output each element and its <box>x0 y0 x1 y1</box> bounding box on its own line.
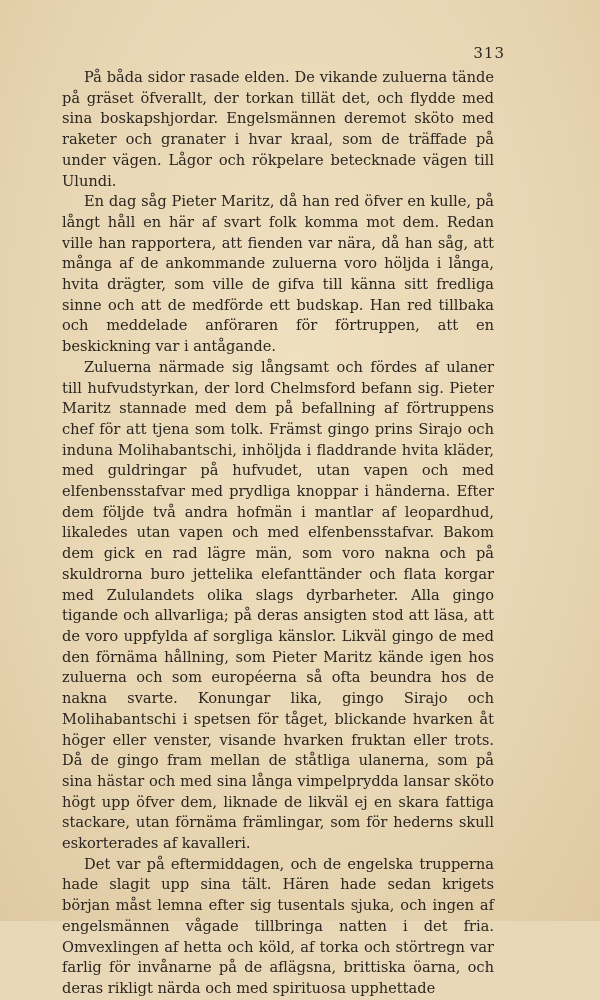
body-text <box>62 68 494 1000</box>
paragraph: Zuluerna närmade sig långsamt och fördes af ulaner till hufvudstyrkan, der lord Chelmsford befann sig. Pieter Maritz stannade med dem på befallning af förtruppens chef för att tjena som tolk. Främst gingo prins Sirajo och induna Molihabantschi, inhöljda i fladdrande hvita kläder, med guldringar på hufvudet, utan vapen och med elfenbensstafvar med prydliga knoppar i händerna. Efter dem följde två andra hofmän i mantlar af leopardhud, likaledes utan vapen och med elfenbensstafvar. Bakom dem gick en rad lägre män, som voro nakna och på skuldrorna buro jettelika elefanttänder och flata korgar med Zululandets olika slags dyrbarheter. Alla gingo tigande och allvarliga; på deras ansigten stod att läsa, att de voro uppfylda af sorgliga känslor. Likväl gingo de med den förnäma hållning, som Pieter Maritz kände igen hos zuluerna och som européerna så ofta beundra hos de nakna svarte. Konungar lika, gingo Sirajo och Molihabantschi i spetsen för tåget, blickande hvarken åt höger eller venster, visande hvarken fruktan eller trots. Då de gingo fram mellan de ståtliga ulanerna, som på sina hästar och med sina långa vimpelprydda lansar sköto högt upp öfver dem, liknade de likväl ej en skara fattiga stackare, utan förnäma främlingar, som för hederns skull eskorterades af kavalleri. <box>62 358 494 853</box>
paragraph: Det var på eftermiddagen, och de engelska trupperna hade slagit upp sina tält. Hären hade sedan krigets början måst lemna efter sig tusentals sjuka, och ingen af engelsmännen vågade tillbringa natten i det fria. Omvexlingen af hetta och köld, af torka och störtregn var farlig för invånarne på de aflägsna, brittiska öarna, och deras rikligt närda och med spirituosa upphettade <box>62 855 494 997</box>
page-number: 313 <box>473 44 505 62</box>
paragraph: En dag såg Pieter Maritz, då han red öfver en kulle, på långt håll en här af svart folk komma mot dem. Redan ville han rapportera, att fienden var nära, då han såg, att många af de ankommande zuluerna voro höljda i långa, hvita drägter, som ville de gifva till känna sitt fredliga sinne och att de medförde ett budskap. Han red tillbaka och meddelade anföraren för förtruppen, att en beskickning var i antågande. <box>62 193 494 356</box>
paragraph: På båda sidor rasade elden. De vikande zuluerna tände på gräset öfverallt, der torkan tillät det, och flydde med sina boskapshjordar. Engelsmännen deremot sköto med raketer och granater i hvar kraal, som de träffade på under vägen. Lågor och rökpelare betecknade vägen till Ulundi. <box>62 69 494 190</box>
